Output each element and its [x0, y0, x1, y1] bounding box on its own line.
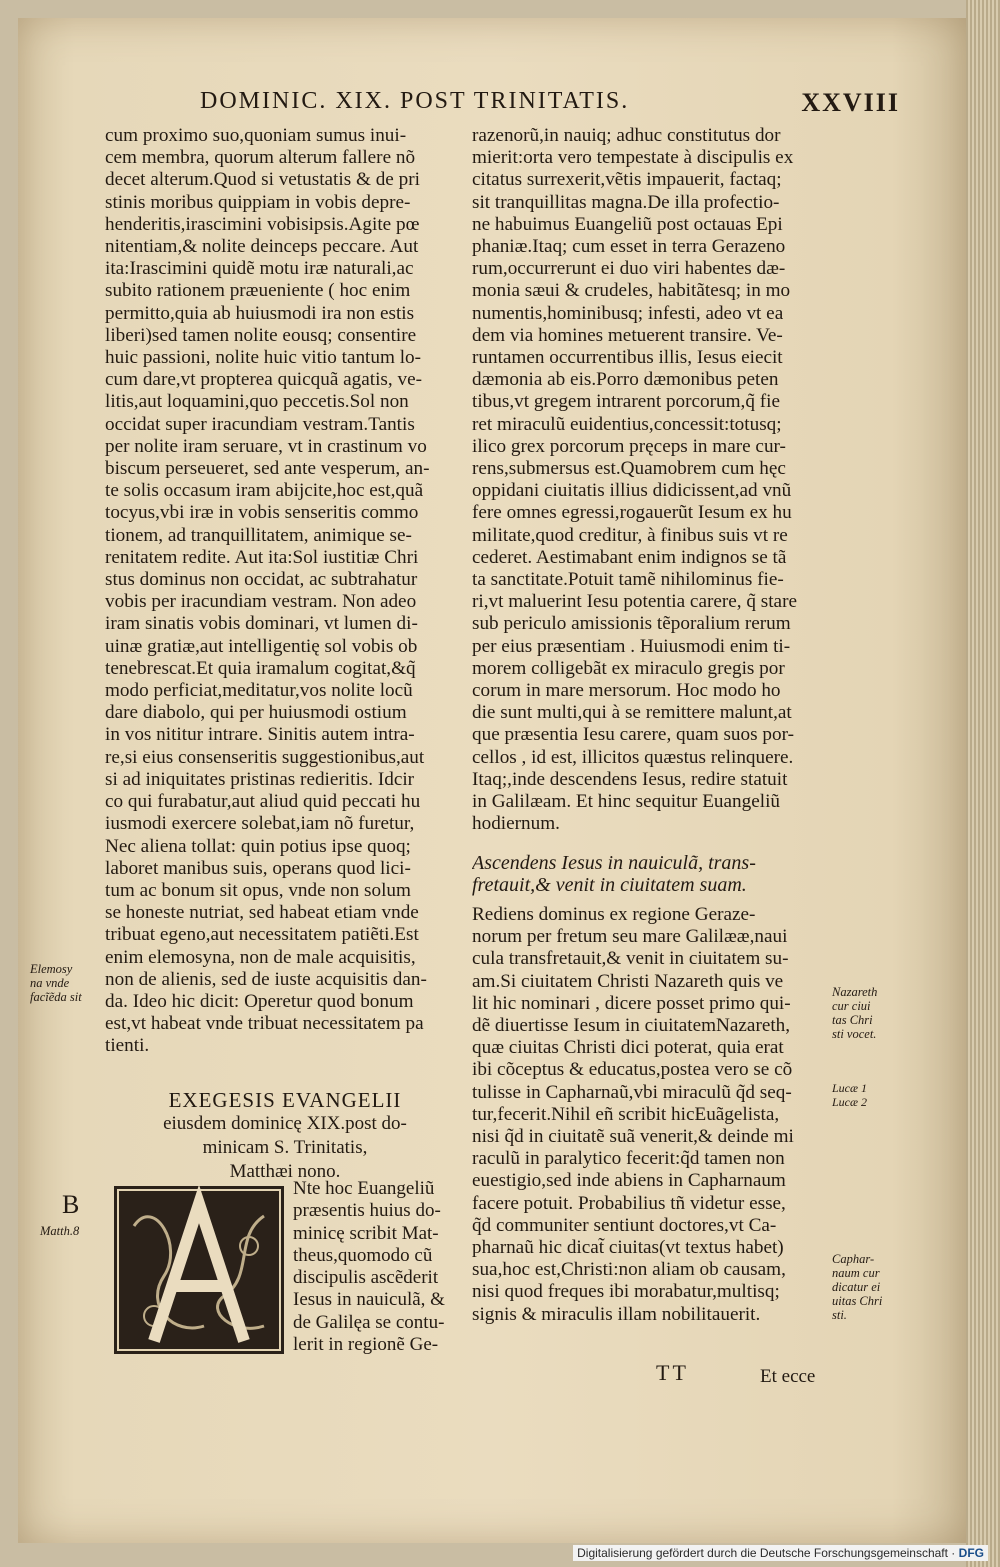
page-edge — [966, 0, 1000, 1567]
text-line: Rediens dominus ex regione Geraze- — [472, 903, 756, 925]
text-line: tribuat egeno,aut necessitatem patiẽti.Est — [105, 924, 419, 946]
text-line: discipulis ascẽderit — [293, 1267, 439, 1289]
marginal-note-line: Elemosy — [30, 962, 73, 976]
text-line: tur,fecerit.Nihil eñ scribit hicEuãgelista, — [472, 1103, 780, 1125]
text-line: dẽ diuertisse Iesum in ciuitatemNazareth, — [472, 1014, 791, 1036]
marginal-note-elemosyna — [30, 962, 82, 1004]
text-line: occidat super iracundiam vestram.Tantis — [105, 413, 415, 435]
text-line: da. Ideo hic dicit: Operetur quod bonum — [105, 990, 414, 1012]
text-line: de Galilęa se contu- — [293, 1311, 445, 1333]
text-line: am.Si ciuitatem Christi Nazareth quis ve — [472, 970, 784, 992]
text-line: biscum perseueret, sed ante vesperum, an- — [105, 458, 430, 480]
text-line: huic passioni, nolite huic vitio tantum lo- — [105, 347, 422, 369]
text-line: cederet. Aestimabant enim indignos se tã — [472, 546, 787, 568]
marginal-note-nazareth — [832, 985, 877, 1041]
text-line: monia sæui & crudeles, habitãtesq; in mo — [472, 280, 791, 302]
marginal-note-line: sti vocet. — [832, 1027, 877, 1041]
signature-mark: TT — [656, 1360, 689, 1385]
text-line: enim elemosyna, non de male acquisitis, — [105, 946, 416, 968]
text-line: cellos , id est, illicitos quæstus relinquere. — [472, 746, 794, 768]
text-line: raculũ in paralytico fecerit:q̃d tamen non — [472, 1148, 785, 1170]
text-line: iusmodi exercere solebat,iam nõ furetur, — [105, 813, 415, 835]
text-line: die sunt multi,qui à se remittere malunt,at — [472, 702, 792, 724]
text-line: lit hic nominari , dicere posset primo qui- — [472, 992, 791, 1014]
text-line: sit tranquillitas magna.De illa profectio- — [472, 191, 780, 213]
marginal-note-capharnaum — [832, 1252, 882, 1322]
text-line: ret miraculũ euidentius,concessit:totusq; — [472, 413, 782, 435]
text-line: henderitis,irascimini vobisipsis.Agite pœ — [105, 213, 420, 235]
section-letter: B — [62, 1190, 80, 1219]
marginal-note-line: Caphar- — [832, 1252, 875, 1266]
text-line: ilico grex porcorum pręceps in mare cur- — [472, 435, 786, 457]
marginal-note-line: naum cur — [832, 1266, 880, 1280]
text-line: dare diabolo, qui per huiusmodi ostium — [105, 702, 407, 724]
marginal-note-lucae — [832, 1081, 867, 1109]
text-line: tum ac bonum sit opus, vnde non solum — [105, 879, 411, 901]
text-line: Nte hoc Euangeliũ — [293, 1178, 435, 1199]
text-line: in Galilæam. Et hinc sequitur Euangeliũ — [472, 791, 781, 813]
marginal-note-line: Lucæ 1 — [832, 1081, 868, 1095]
text-line: laboret manibus suis, operans quod lici- — [105, 857, 411, 879]
text-line: euestigio,sed inde abiens in Capharnaum — [472, 1170, 786, 1192]
left-text-column — [105, 125, 457, 1058]
marginal-note-line: dicatur ei — [832, 1280, 881, 1294]
text-line: si ad iniquitates pristinas redieritis. Idcir — [105, 768, 415, 790]
pericope-line: Ascendens Iesus in nauiculã, trans- — [472, 851, 756, 874]
text-line: permitto,quia ab huiusmodi ira non estis — [105, 302, 415, 324]
text-line: stus dominus non occidat, ac subtrahatur — [105, 569, 418, 591]
text-line: liberi)sed tamen nolite eousq; consentire — [105, 324, 417, 346]
text-line: lerit in regionẽ Ge- — [293, 1334, 439, 1356]
text-line: Itaq;,inde descendens Iesus, redire statuit — [472, 768, 788, 790]
text-line: norum per fretum seu mare Galilææ,naui — [472, 926, 788, 948]
catchword: Et ecce — [760, 1366, 816, 1387]
marginal-note-line: uitas Chri — [832, 1294, 883, 1308]
text-line: razenorũ,in nauiq; adhuc constitutus dor — [472, 125, 781, 146]
text-line: phaniæ.Itaq; cum esset in terra Gerazeno — [472, 236, 786, 258]
text-line: fere omnes egressi,rogauerũt Iesum ex hu — [472, 502, 792, 524]
marginal-note-line: Nazareth — [832, 985, 878, 999]
ornament-icon — [114, 1186, 284, 1354]
text-line: tocyus,vbi iræ in vobis senseritis commo — [105, 502, 419, 524]
text-line: per nolite iram seruare, vt in crastinum vo — [105, 435, 427, 457]
pericope-verse — [472, 852, 828, 896]
text-line: litis,aut loquamini,quo peccetis.Sol non — [105, 391, 409, 413]
text-line: ne habuimus Euangeliũ post octauas Epi — [472, 213, 783, 235]
text-line: cem membra, quorum alterum fallere nõ — [105, 147, 416, 169]
dfg-logo: DFG — [958, 1546, 984, 1560]
text-line: morem colligebãt ex miraculo gregis por — [472, 657, 785, 679]
text-line: Iesus in nauiculã, & — [293, 1289, 445, 1311]
decorated-initial-a-image — [114, 1186, 284, 1354]
text-line: nisi quod freques ibi morabatur,multisq; — [472, 1281, 780, 1303]
text-line: modo perficiat,meditatur,vos nolite locũ — [105, 680, 413, 702]
text-line: hodiernum. — [472, 813, 560, 835]
text-line: mierit:orta vero tempestate à discipulis ex — [472, 147, 794, 169]
exegesis-title: EXEGESIS EVANGELII — [168, 1088, 402, 1112]
text-line: runtamen occurrentibus illis, Iesus eiecit — [472, 347, 783, 369]
text-line: theus,quomodo cũ — [293, 1244, 433, 1266]
text-line: dem via homines metuerent transire. Ve- — [472, 324, 783, 346]
text-line: cum dare,vt propterea quicquã agatis, ve- — [105, 369, 422, 391]
text-line: q̃d communiter sentiunt doctores,vt Ca- — [472, 1214, 777, 1236]
text-line: vobis per iracundiam vestram. Non adeo — [105, 591, 417, 613]
exegesis-line: Matthæi nono. — [229, 1161, 341, 1182]
text-line: oppidani ciuitatis illius didicissent,ad vnũ — [472, 480, 792, 502]
text-line: pharnaũ hic dicat̃ ciuitas(vt textus habet) — [472, 1236, 784, 1258]
right-text-column — [472, 125, 828, 1326]
marginal-note-matth — [40, 1224, 79, 1238]
text-line: te solis occasum iram abijcite,hoc est,quã — [105, 480, 424, 502]
text-line: co qui furabatur,aut aliud quid peccati hu — [105, 791, 421, 813]
text-line: nisi q̃d in ciuitatẽ suã venerit,& deinde mi — [472, 1125, 794, 1147]
marginal-note-line: cur ciui — [832, 999, 871, 1013]
text-line: ta sanctitate.Potuit tamẽ nihilominus fie- — [472, 569, 784, 591]
text-line: per eius præsentiam . Huiusmodi enim ti- — [472, 635, 791, 657]
text-line: tenebrescat.Et quia iramalum cogitat,&q̃ — [105, 657, 416, 679]
footer-text: Digitalisierung gefördert durch die Deutsche Forschungsgemeinschaft · — [577, 1546, 956, 1560]
exegesis-heading — [110, 1088, 460, 1184]
text-line: tulisse in Capharnaũ,vbi miraculũ q̃d seq- — [472, 1081, 792, 1103]
right-text-block — [472, 904, 828, 1326]
text-line: ri,vt maluerint Iesu potentia carere, q̃ stare — [472, 591, 797, 613]
text-line: signis & miraculis illam nobilitauerit. — [472, 1303, 761, 1325]
exegesis-line: minicam S. Trinitatis, — [202, 1137, 368, 1158]
text-line: uinæ gratiæ,aut intelligentię sol vobis ob — [105, 635, 418, 657]
text-line: ita:Irascimini quidẽ motu iræ naturali,ac — [105, 258, 414, 280]
pericope-line: fretauit,& venit in ciuitatem suam. — [472, 873, 747, 896]
text-line: stinis moribus quippiam in vobis depre- — [105, 191, 411, 213]
marginal-note-line: Lucæ 2 — [832, 1095, 868, 1109]
text-line: rens,submersus est.Quamobrem cum hęc — [472, 458, 786, 480]
text-line: cum proximo suo,quoniam sumus inui- — [105, 125, 407, 146]
text-line: citatus surrexerit,vẽtis impauerit, factaq; — [472, 169, 782, 191]
text-line: tibus,vt gregem intrarent porcorum,q̃ fie — [472, 391, 780, 413]
text-line: non de alienis, sed de iuste acquisitis dan- — [105, 968, 427, 990]
text-line: minicę scribit Mat- — [293, 1222, 439, 1244]
footer-credit — [573, 1545, 988, 1561]
text-line: corum in mare mersorum. Hoc modo ho — [472, 680, 781, 702]
text-line: præsentis huius do- — [293, 1200, 441, 1222]
text-line: numentis,hominibusq; infesti, adeo vt ea — [472, 302, 784, 324]
running-head: DOMINIC. XIX. POST TRINITATIS. — [200, 88, 630, 114]
right-text-block — [472, 125, 828, 836]
marginal-note-line: tas Chri — [832, 1013, 873, 1027]
page-header — [200, 88, 900, 128]
text-line: re,si eius consenseritis suggestionibus,aut — [105, 746, 425, 768]
marginal-note-line: na vnde — [30, 976, 70, 990]
text-line: tienti. — [105, 1035, 150, 1057]
text-line: renitatem redite. Aut ita:Sol iustitiæ Chri — [105, 546, 419, 568]
text-line: rum,occurrerunt ei duo viri habentes dæ- — [472, 258, 786, 280]
text-line: facere potuit. Probabilius tñ videtur esse, — [472, 1192, 786, 1214]
text-line: que præsentia Iesu carere, quam suos por- — [472, 724, 794, 746]
text-line: subito rationem præueniente ( hoc enim — [105, 280, 411, 302]
text-line: nitentiam,& nolite deinceps peccare. Aut — [105, 236, 419, 258]
text-line: quæ ciuitas Christi dici poterat, quia erat — [472, 1037, 784, 1059]
text-line: ibi cõceptus & educatus,postea vero se cõ — [472, 1059, 793, 1081]
text-line: in vos nititur intrare. Sinitis autem intra- — [105, 724, 415, 746]
text-line: dæmonia ab eis.Porro dæmonibus peten — [472, 369, 779, 391]
marginal-note-line: sti. — [832, 1308, 847, 1322]
text-line: sub periculo amissionis tẽporalium rerum — [472, 613, 791, 635]
exegesis-line: eiusdem dominicę XIX.post do- — [163, 1113, 407, 1134]
text-line: est,vt habeat vnde tribuat necessitatem pa — [105, 1013, 424, 1035]
initial-paragraph — [293, 1178, 463, 1356]
text-line: Nec aliena tollat: quin potius ipse quoq; — [105, 835, 411, 857]
text-line: cula transfretauit,& venit in ciuitatem su- — [472, 948, 789, 970]
marginal-note-line: Matth.8 — [40, 1224, 80, 1238]
text-line: tionem, ad tranquillitatem, animique se- — [105, 524, 412, 546]
folio-number: XXVIII — [801, 88, 900, 117]
text-line: sua,hoc est,Christi:non aliam ob causam, — [472, 1259, 786, 1281]
text-line: decet alterum.Quod si vetustatis & de pri — [105, 169, 420, 191]
text-line: iram sinatis vobis dominari, vt lumen di- — [105, 613, 418, 635]
text-line: se honeste nutriat, sed habeat etiam vnde — [105, 902, 419, 924]
marginal-note-line: facĩẽda sit — [30, 990, 82, 1004]
text-line: militate,quod creditur, à finibus suis vt re — [472, 524, 788, 546]
